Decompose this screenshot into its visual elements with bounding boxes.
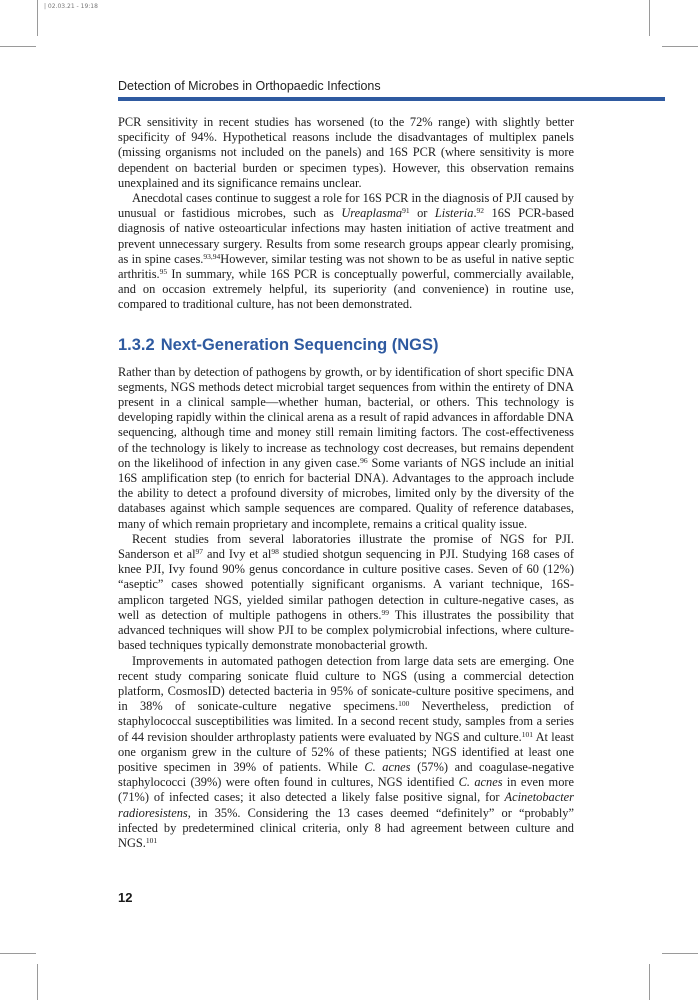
reference-marker: 99 bbox=[381, 607, 389, 617]
organism-name: C. acnes bbox=[364, 759, 411, 774]
reference-marker: 100 bbox=[398, 699, 410, 709]
paragraph: PCR sensitivity in recent studies has worsened (to the 72% range) with slightly better specificity of 94%. Hypothetical reasons include the disadvantages of multiplex panels (missing organisms not included on the panels) and 16S PCR (where sensitivity is more dependent on bacterial burden or specimen types). However, this observation remains unexplained and its significance remains unclear. bbox=[118, 115, 574, 190]
reference-marker: 97 bbox=[195, 547, 204, 557]
reference-marker: 92 bbox=[476, 206, 485, 216]
header-rule bbox=[118, 97, 665, 101]
crop-mark bbox=[37, 0, 38, 36]
section-title: Next-Generation Sequencing (NGS) bbox=[160, 335, 439, 354]
organism-name: Acinetobacter radioresistens bbox=[118, 790, 574, 820]
organism-name: C. acnes bbox=[458, 775, 503, 790]
page-number: 12 bbox=[118, 890, 133, 905]
organism-name: Listeria bbox=[434, 206, 474, 221]
reference-marker: 93,94 bbox=[203, 251, 221, 261]
running-head: Detection of Microbes in Orthopaedic Infections bbox=[118, 79, 381, 93]
crop-mark bbox=[649, 0, 650, 36]
reference-marker: 101 bbox=[521, 729, 533, 739]
reference-marker: 96 bbox=[360, 455, 368, 465]
crop-mark bbox=[649, 964, 650, 1000]
crop-mark bbox=[0, 46, 36, 47]
paragraph: Recent studies from several laboratories illustrate the promise of NGS for PJI. Sanderson et $al^{97}$ and Ivy et $al^{98}$ studied shotgun sequencing in PJI. Studying 168 cases of knee PJI, Ivy found 90% genus concordance in culture positive cases. Seven of 60 (12%) “aseptic” cases showed potentially significant organisms. A variant technique, 16S-amplicon targeted NGS, yielded similar pathogen detection in culture-negative cases, as well as detection of multiple pathogens in others.$^{99}$ This illustrates the possibility that advanced techniques will show PJI to be complex polymicrobial infections, where culture-based techniques typically demonstrate monobacterial growth. bbox=[118, 531, 575, 653]
section-heading bbox=[118, 335, 574, 355]
crop-mark bbox=[662, 46, 698, 47]
paragraph: Anecdotal cases continue to suggest a role for 16S PCR in the diagnosis of PJI caused by unusual or fastidious microbes, such as Ureaplasma$^{91}$ or Listeria.$^{92}$ 16S PCR-based diagnosis of native osteoarticular infections may hasten initiation of active treatment and prevent unnecessary surgery. Results from some research groups appear clearly promising, as in spine cases.$^{93,94}$However, similar testing was not shown to be as useful in native septic arthritis.$^{95}$ In summary, while 16S PCR is conceptually powerful, commercially available, and on occasion extremely helpful, its superiority (and convenience) in routine use, compared to traditional culture, has not been demonstrated. bbox=[118, 191, 574, 312]
organism-name: Ureaplasma bbox=[341, 206, 403, 221]
section-number: 1.3.2 bbox=[118, 335, 155, 354]
reference-marker: 98 bbox=[271, 547, 279, 557]
paragraph: Improvements in automated pathogen detection from large data sets are emerging. One recent study comparing sonicate fluid culture to NGS (using a commercial detection platform, CosmosID) detected bacteria in 95% of sonicate-culture positive specimens, and in 38% of sonicate-culture negative specimens.$^{100}$ Nevertheless, prediction of staphylococcal susceptibilities was limited. In a second recent study, samples from a series of 44 revision shoulder arthroplasty patients were evaluated by NGS and culture.$^{101}$ At least one organism grew in the culture of 52% of these patients; NGS identified at least one positive specimen in 39% of patients. While C. acnes (57%) and coagulase-negative staphylococci (39%) were often found in cultures, NGS identified C. acnes in even more (71%) of infected cases; it also detected a likely false positive signal, for Acinetobacter radioresistens, in 35%. Considering the 13 cases deemed “definitely” or “probably” infected by predetermined clinical criteria, only 8 had agreement between culture and NGS.$^{101}$ bbox=[118, 653, 575, 850]
reference-marker: 101 bbox=[145, 835, 158, 845]
crop-mark bbox=[37, 964, 38, 1000]
crop-mark bbox=[0, 953, 36, 954]
print-timestamp: | 02.03.21 - 19:18 bbox=[44, 3, 98, 10]
reference-marker: 91 bbox=[402, 206, 410, 216]
crop-mark bbox=[662, 953, 698, 954]
reference-marker: 95 bbox=[159, 267, 168, 277]
paragraph: Rather than by detection of pathogens by growth, or by identification of short specific DNA segments, NGS methods detect microbial target sequences from within the entirety of DNA present in a clinical sample—whether human, bacterial, or others. This technology is developing rapidly within the clinical arena as a result of rapid advances in affordable DNA sequencing, although time and money still remain limiting factors. The cost-effectiveness of the technology is likely to increase as technology cost decreases, but remains dependent on the likelihood of infection in any given case.$^{96}$ Some variants of NGS include an initial 16S amplification step (to enrich for bacterial DNA). Advantages to the approach include the ability to detect a profound diversity of microbes, limited only by the diversity of the databases against which sample sequences are compared. Quality of reference databases, many of which remain proprietary and incomplete, remains a critical quality issue. bbox=[118, 364, 575, 531]
body-text bbox=[118, 115, 574, 851]
